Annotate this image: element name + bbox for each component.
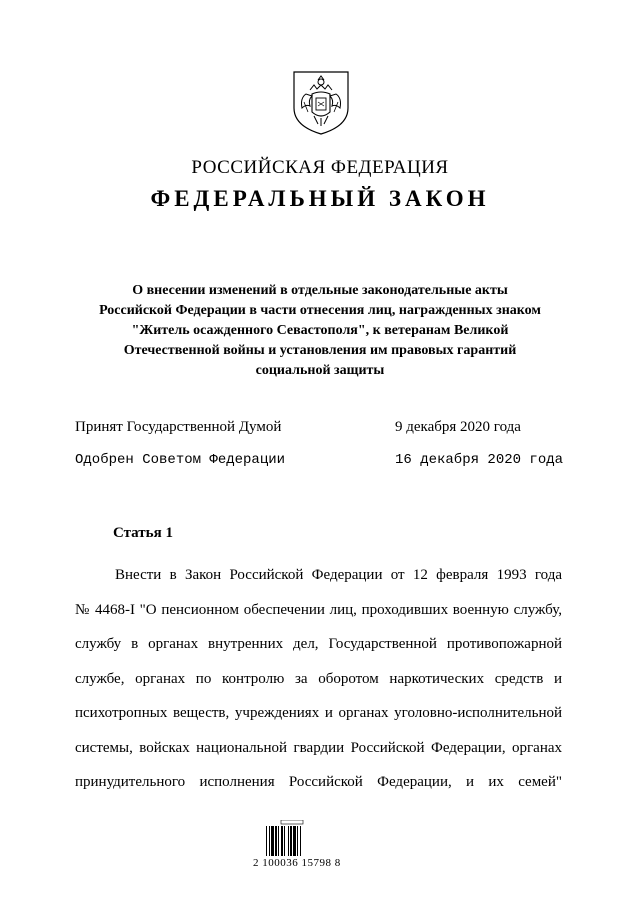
- article-line: психотропных веществ, учреждениях и органах уголовно-исполнительной: [75, 705, 562, 721]
- law-title: [60, 281, 580, 381]
- law-title-line: О внесении изменений в отдельные законодательные акты: [132, 283, 508, 298]
- council-approval-label: Одобрен Советом Федерации: [75, 452, 286, 468]
- barcode-bar: [300, 826, 301, 856]
- barcode-bar: [266, 826, 267, 856]
- barcode-bar: [284, 826, 285, 856]
- duma-adoption-row: [75, 419, 580, 436]
- article-line: № 4468-I "О пенсионном обеспечении лиц, проходивших военную службу,: [75, 601, 562, 618]
- barcode-bar: [290, 826, 292, 856]
- law-title-line: Российской Федерации в части отнесения лиц, награжденных знаком: [99, 303, 541, 318]
- barcode: [265, 820, 319, 856]
- barcode-bar: [297, 826, 298, 856]
- country-name: РОССИЙСКАЯ ФЕДЕРАЦИЯ: [191, 157, 449, 178]
- article-line: службе, органах по контролю за оборотом наркотических средств и: [75, 670, 562, 687]
- law-title-line: "Житель осажденного Севастополя", к ветеранам Великой: [131, 323, 509, 338]
- barcode-bar: [269, 826, 270, 856]
- law-title-line: Отечественной войны и установления им правовых гарантий: [123, 343, 517, 358]
- article-body: [75, 565, 562, 807]
- council-approval-row: [75, 452, 580, 468]
- barcode-bar: [281, 826, 283, 856]
- duma-adoption-label: Принят Государственной Думой: [75, 419, 282, 435]
- article-line: системы, войсках национальной гвардии Российской Федерации, органах: [75, 739, 562, 756]
- duma-adoption-date: 9 декабря 2020 года: [395, 419, 521, 435]
- barcode-bar: [278, 826, 279, 856]
- law-title-line: социальной защиты: [255, 363, 385, 378]
- barcode-number: 2 100036 15798 8: [253, 857, 341, 869]
- barcode-bar: [293, 826, 296, 856]
- russian-coat-of-arms-icon: [290, 68, 352, 136]
- barcode-bar: [288, 826, 289, 856]
- barcode-bar: [275, 826, 277, 856]
- barcode-bar: [271, 826, 274, 856]
- article-line: Внести в Закон Российской Федерации от 12 февраля 1993 года: [115, 567, 562, 583]
- council-approval-date: 16 декабря 2020 года: [395, 452, 564, 468]
- article-heading: Статья 1: [113, 525, 173, 541]
- article-line: службу в органах внутренних дел, Государственной противопожарной: [75, 636, 562, 652]
- document-type: ФЕДЕРАЛЬНЫЙ ЗАКОН: [150, 186, 490, 211]
- barcode-label-box: [281, 820, 303, 824]
- article-line: принудительного исполнения Российской Федерации, и их семей": [75, 774, 562, 790]
